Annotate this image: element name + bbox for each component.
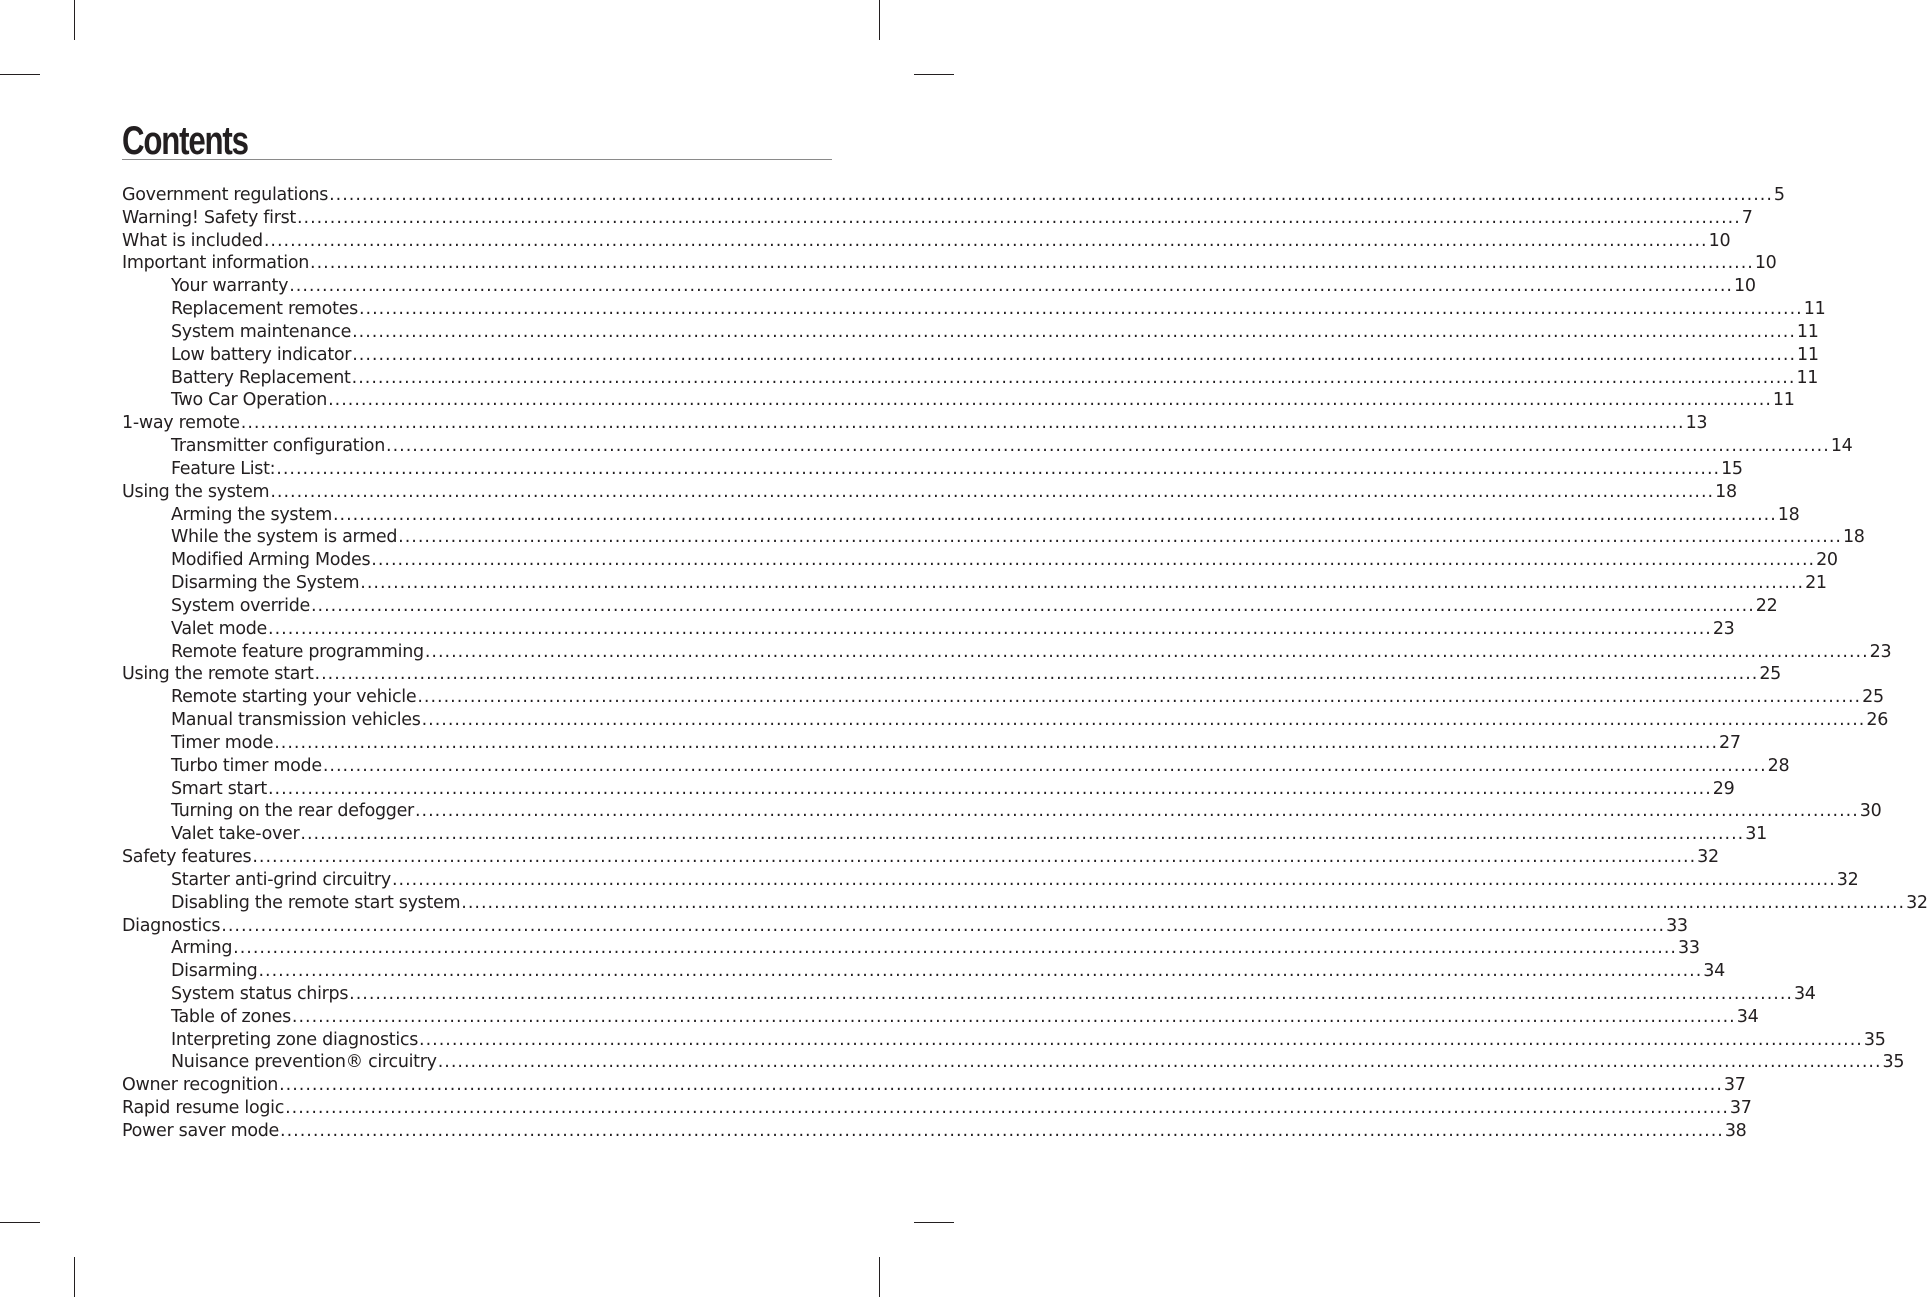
crop-mark-bottom-left-vertical: [74, 1257, 75, 1297]
toc-entry[interactable]: [122, 207, 1753, 230]
toc-leader-dots: ............................................................................................................................................................................................................................: [421, 710, 1866, 731]
toc-entry-page: 30: [1859, 801, 1882, 822]
toc-entry-page: 18: [1715, 481, 1737, 502]
toc-leader-dots: ............................................................................................................................................................................................................................: [360, 573, 1805, 594]
toc-entry[interactable]: [122, 435, 1853, 458]
toc-entry[interactable]: [122, 458, 1743, 481]
toc-entry-label: Low battery indicator: [171, 344, 352, 365]
toc-entry-label: Rapid resume logic: [122, 1098, 285, 1119]
toc-entry[interactable]: [122, 686, 1884, 709]
toc-entry-label: Owner recognition: [122, 1075, 279, 1096]
crop-mark-top-left-vertical: [74, 0, 75, 40]
toc-entry-label: Battery Replacement: [171, 367, 351, 388]
toc-entry[interactable]: [122, 389, 1795, 412]
toc-entry-label: Arming the system: [171, 504, 332, 525]
toc-leader-dots: ............................................................................................................................................................................................................................: [300, 824, 1745, 845]
toc-entry-label: System status chirps: [171, 983, 349, 1004]
toc-entry-label: Timer mode: [171, 732, 274, 753]
toc-leader-dots: ............................................................................................................................................................................................................................: [329, 185, 1773, 205]
title-rule: [122, 118, 832, 163]
toc-entry-page: 35: [1882, 1052, 1905, 1073]
toc-entry-page: 21: [1805, 573, 1827, 594]
toc-leader-dots: ............................................................................................................................................................................................................................: [289, 276, 1733, 297]
toc-entry[interactable]: [122, 526, 1865, 549]
toc-entry-page: 27: [1719, 732, 1741, 753]
toc-entry-page: 25: [1862, 687, 1884, 708]
toc-leader-dots: ............................................................................................................................................................................................................................: [296, 207, 1741, 228]
toc-entry-page: 20: [1816, 550, 1838, 571]
toc-entry-label: Your warranty: [171, 276, 289, 297]
toc-entry-page: 11: [1796, 321, 1819, 342]
toc-leader-dots: ............................................................................................................................................................................................................................: [267, 778, 1712, 799]
toc-entry-label: Arming: [171, 938, 233, 959]
crop-mark-top-right-vertical: [879, 0, 880, 40]
toc-entry-label: Modified Arming Modes: [171, 550, 371, 571]
toc-leader-dots: ............................................................................................................................................................................................................................: [276, 458, 1721, 479]
toc-leader-dots: ............................................................................................................................................................................................................................: [391, 869, 1836, 890]
toc-entry[interactable]: [122, 230, 1731, 253]
toc-entry-label: Important information: [122, 253, 310, 274]
toc-leader-dots: ............................................................................................................................................................................................................................: [280, 1120, 1724, 1141]
toc-entry[interactable]: [122, 344, 1819, 367]
toc-entry-page: 10: [1754, 253, 1777, 274]
toc-entry[interactable]: [122, 755, 1790, 778]
toc-entry-page: 32: [1906, 892, 1928, 913]
toc-entry-label: System maintenance: [171, 321, 352, 342]
toc-entry-label: Remote starting your vehicle: [171, 687, 417, 708]
toc-leader-dots: ............................................................................................................................................................................................................................: [351, 367, 1796, 388]
toc-leader-dots: ............................................................................................................................................................................................................................: [386, 436, 1830, 457]
toc-entry-label: Disarming the System: [171, 573, 360, 594]
toc-entry-label: 1-way remote: [122, 413, 240, 434]
toc-entry-page: 33: [1666, 915, 1688, 936]
toc-entry-page: 29: [1712, 778, 1735, 799]
toc-entry[interactable]: [122, 732, 1741, 755]
toc-entry[interactable]: [122, 892, 1928, 915]
toc-entry[interactable]: [122, 184, 1785, 207]
toc-leader-dots: ............................................................................................................................................................................................................................: [314, 664, 1759, 685]
toc-entry-page: 38: [1724, 1120, 1747, 1141]
toc-entry[interactable]: [122, 915, 1688, 938]
toc-entry[interactable]: [122, 641, 1892, 664]
toc-leader-dots: ............................................................................................................................................................................................................................: [352, 321, 1796, 342]
toc-entry[interactable]: [122, 823, 1767, 846]
toc-entry[interactable]: [122, 709, 1889, 732]
toc-leader-dots: ............................................................................................................................................................................................................................: [371, 550, 1816, 571]
toc-entry-label: Diagnostics: [122, 915, 221, 936]
toc-entry-page: 26: [1866, 710, 1889, 731]
toc-leader-dots: ............................................................................................................................................................................................................................: [398, 527, 1842, 548]
toc-leader-dots: ............................................................................................................................................................................................................................: [291, 1006, 1736, 1027]
toc-entry[interactable]: [122, 504, 1800, 527]
crop-mark-top-right-horizontal: [914, 74, 954, 75]
table-of-contents: [122, 184, 1928, 1143]
toc-entry-label: Disabling the remote start system: [171, 892, 461, 913]
toc-leader-dots: ............................................................................................................................................................................................................................: [461, 892, 1906, 913]
toc-entry[interactable]: [122, 663, 1781, 686]
toc-leader-dots: ............................................................................................................................................................................................................................: [285, 1098, 1729, 1119]
toc-entry[interactable]: [122, 800, 1882, 823]
crop-mark-bottom-right-horizontal: [914, 1222, 954, 1223]
toc-leader-dots: ............................................................................................................................................................................................................................: [268, 618, 1712, 639]
toc-entry[interactable]: [122, 1006, 1759, 1029]
toc-entry-page: 34: [1736, 1006, 1759, 1027]
crop-mark-bottom-right-vertical: [879, 1257, 880, 1297]
toc-entry[interactable]: [122, 983, 1816, 1006]
toc-entry[interactable]: [122, 572, 1827, 595]
toc-entry-page: 34: [1703, 961, 1725, 982]
toc-entry-label: Two Car Operation: [171, 390, 328, 411]
toc-leader-dots: ............................................................................................................................................................................................................................: [270, 481, 1715, 502]
toc-entry-page: 23: [1712, 618, 1735, 639]
toc-entry-label: Valet mode: [171, 618, 268, 639]
toc-entry-label: Nuisance prevention® circuitry: [171, 1052, 437, 1073]
toc-entry-label: Valet take-over: [171, 824, 300, 845]
toc-entry-page: 11: [1772, 390, 1795, 411]
toc-leader-dots: ............................................................................................................................................................................................................................: [310, 595, 1755, 616]
toc-leader-dots: ............................................................................................................................................................................................................................: [310, 253, 1754, 274]
toc-entry-page: 5: [1773, 185, 1785, 205]
toc-leader-dots: ............................................................................................................................................................................................................................: [240, 413, 1685, 434]
toc-entry-page: 32: [1697, 847, 1719, 868]
toc-entry-label: Using the remote start: [122, 664, 314, 685]
toc-entry-page: 15: [1721, 458, 1743, 479]
toc-entry-page: 32: [1836, 869, 1859, 890]
toc-entry[interactable]: [122, 1029, 1886, 1052]
toc-entry-label: Safety features: [122, 847, 252, 868]
toc-leader-dots: ............................................................................................................................................................................................................................: [414, 801, 1859, 822]
toc-entry-page: 22: [1755, 595, 1778, 616]
toc-entry-label: Interpreting zone diagnostics: [171, 1029, 419, 1050]
toc-entry-label: While the system is armed: [171, 527, 398, 548]
toc-entry[interactable]: [122, 937, 1700, 960]
toc-entry-label: Turning on the rear defogger: [171, 801, 414, 822]
toc-leader-dots: ............................................................................................................................................................................................................................: [252, 847, 1697, 868]
toc-entry[interactable]: [122, 869, 1859, 892]
toc-leader-dots: ............................................................................................................................................................................................................................: [279, 1075, 1723, 1096]
toc-entry-page: 37: [1729, 1098, 1752, 1119]
toc-entry[interactable]: [122, 595, 1778, 618]
toc-entry-page: 34: [1793, 983, 1816, 1004]
toc-entry-label: System override: [171, 595, 310, 616]
toc-entry[interactable]: [122, 778, 1735, 801]
toc-entry-label: Manual transmission vehicles: [171, 710, 421, 731]
toc-entry[interactable]: [122, 321, 1819, 344]
toc-leader-dots: ............................................................................................................................................................................................................................: [233, 938, 1677, 959]
toc-leader-dots: ............................................................................................................................................................................................................................: [274, 732, 1719, 753]
toc-leader-dots: ............................................................................................................................................................................................................................: [221, 915, 1666, 936]
toc-entry-label: Table of zones: [171, 1006, 291, 1027]
toc-entry[interactable]: [122, 960, 1725, 983]
toc-entry-page: 11: [1803, 299, 1826, 320]
toc-entry-page: 14: [1830, 436, 1853, 457]
toc-entry-page: 13: [1685, 413, 1708, 434]
toc-entry-label: Government regulations: [122, 185, 329, 205]
toc-leader-dots: ............................................................................................................................................................................................................................: [258, 961, 1703, 982]
toc-entry[interactable]: [122, 549, 1838, 572]
toc-leader-dots: ............................................................................................................................................................................................................................: [328, 390, 1772, 411]
toc-entry[interactable]: [122, 481, 1737, 504]
toc-entry-page: 28: [1767, 755, 1790, 776]
toc-leader-dots: ............................................................................................................................................................................................................................: [322, 755, 1767, 776]
toc-entry-page: 7: [1741, 207, 1753, 228]
toc-entry-page: 18: [1777, 504, 1800, 525]
toc-entry-label: Using the system: [122, 481, 270, 502]
toc-entry-label: Disarming: [171, 961, 258, 982]
toc-entry-page: 11: [1797, 344, 1819, 365]
toc-leader-dots: ............................................................................................................................................................................................................................: [417, 687, 1862, 708]
toc-entry[interactable]: [122, 1051, 1905, 1074]
toc-leader-dots: ............................................................................................................................................................................................................................: [358, 299, 1803, 320]
toc-entry-page: 18: [1842, 527, 1865, 548]
toc-entry[interactable]: [122, 367, 1819, 390]
toc-leader-dots: ............................................................................................................................................................................................................................: [263, 230, 1708, 251]
toc-entry-label: Starter anti-grind circuitry: [171, 869, 391, 890]
toc-entry[interactable]: [122, 412, 1708, 435]
page-title: Contents: [122, 119, 248, 163]
toc-entry-page: 25: [1759, 664, 1781, 685]
toc-leader-dots: ............................................................................................................................................................................................................................: [349, 983, 1793, 1004]
toc-entry-page: 31: [1745, 824, 1767, 845]
toc-entry-page: 10: [1708, 230, 1731, 251]
toc-entry-page: 23: [1869, 641, 1892, 662]
toc-leader-dots: ............................................................................................................................................................................................................................: [419, 1029, 1863, 1050]
toc-entry[interactable]: [122, 618, 1735, 641]
toc-entry[interactable]: [122, 1120, 1747, 1143]
toc-entry[interactable]: [122, 1074, 1746, 1097]
toc-entry-page: 11: [1796, 367, 1819, 388]
toc-entry[interactable]: [122, 298, 1826, 321]
toc-entry[interactable]: [122, 1097, 1752, 1120]
toc-leader-dots: ............................................................................................................................................................................................................................: [437, 1052, 1882, 1073]
toc-entry[interactable]: [122, 275, 1756, 298]
toc-entry-label: Remote feature programming: [171, 641, 424, 662]
toc-entry-label: Replacement remotes: [171, 299, 358, 320]
toc-entry-page: 35: [1863, 1029, 1886, 1050]
toc-entry-label: What is included: [122, 230, 263, 251]
crop-mark-top-left-horizontal: [0, 74, 40, 75]
toc-entry-label: Power saver mode: [122, 1120, 280, 1141]
toc-entry-page: 10: [1734, 276, 1756, 297]
toc-entry-page: 37: [1723, 1075, 1746, 1096]
toc-entry-label: Transmitter configuration: [171, 436, 385, 457]
toc-leader-dots: ............................................................................................................................................................................................................................: [332, 504, 1777, 525]
toc-entry[interactable]: [122, 252, 1777, 275]
toc-leader-dots: ............................................................................................................................................................................................................................: [352, 344, 1797, 365]
toc-entry-label: Warning! Safety first: [122, 207, 296, 228]
toc-entry-page: 33: [1677, 938, 1700, 959]
toc-entry-label: Smart start: [171, 778, 267, 799]
toc-entry[interactable]: [122, 846, 1719, 869]
toc-entry-label: Turbo timer mode: [171, 755, 322, 776]
crop-mark-bottom-left-horizontal: [0, 1222, 40, 1223]
toc-leader-dots: ............................................................................................................................................................................................................................: [424, 641, 1869, 662]
toc-entry-label: Feature List:: [171, 458, 276, 479]
